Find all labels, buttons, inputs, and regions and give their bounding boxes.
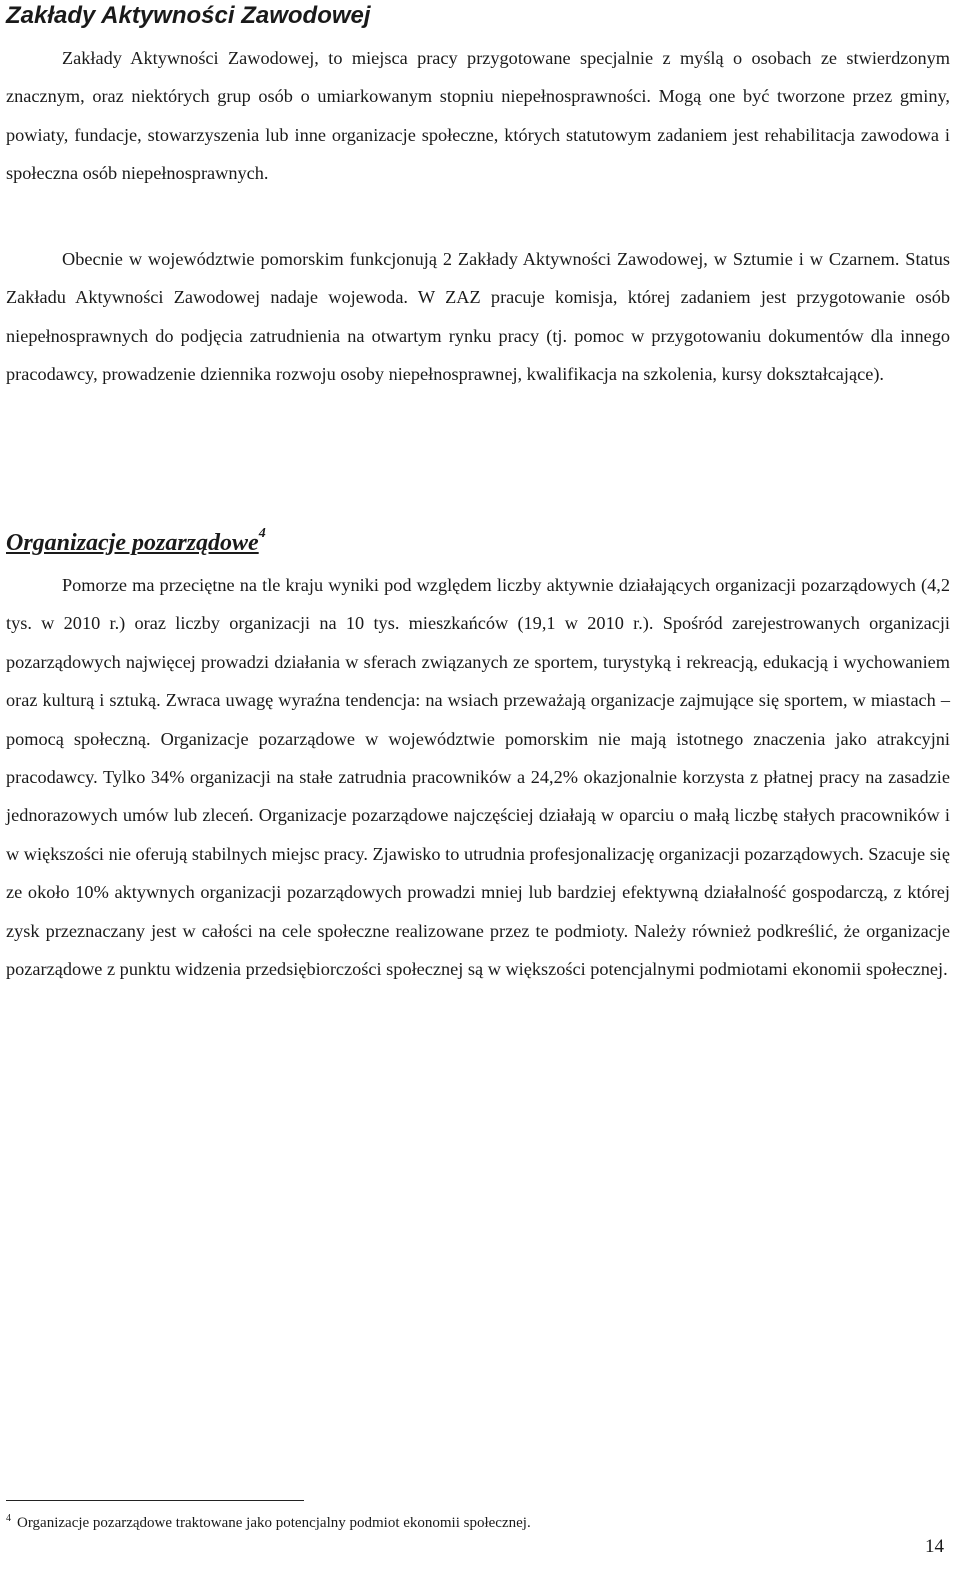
section-title-zaz: Zakłady Aktywności Zawodowej (6, 2, 371, 29)
footnote-text: Organizacje pozarządowe traktowane jako potencjalny podmiot ekonomii społecznej. (17, 1515, 531, 1531)
section-title-ngo-text: Organizacje pozarządowe (6, 530, 259, 556)
section-title-ngo (6, 526, 266, 557)
footnote-reference[interactable]: 4 (258, 526, 266, 541)
page-number: 14 (925, 1536, 944, 1557)
paragraph-zaz-definition: Zakłady Aktywności Zawodowej, to miejsca pracy przygotowane specjalnie z myślą o osobach ze stwierdzonym znacznym, oraz niektórych grup osób o umiarkowanym stopniu niepełnosprawności. Mogą one być tworzone przez gminy, powiaty, fundacje, stowarzyszenia lub inne organizacje społeczne, których statutowym zadaniem jest rehabilitacja zawodowa i społeczna osób niepełnosprawnych. (6, 48, 950, 184)
footnote-separator (6, 1500, 304, 1501)
paragraph-zaz-pomorskie: Obecnie w województwie pomorskim funkcjonują 2 Zakłady Aktywności Zawodowej, w Sztumie i w Czarnem. Status Zakładu Aktywności Zawodowej nadaje wojewoda. W ZAZ pracuje komisja, której zadaniem jest przygotowanie osób niepełnosprawnych do podjęcia zatrudnienia na otwartym rynku pracy (tj. pomoc w przygotowaniu dokumentów dla innego pracodawcy, prowadzenie dziennika rozwoju osoby niepełnosprawnej, kwalifikacja na szkolenia, kursy dokształcające). (6, 249, 950, 385)
footnote-number: 4 (6, 1513, 11, 1524)
footnote (6, 1512, 531, 1534)
paragraph-ngo: Pomorze ma przeciętne na tle kraju wyniki pod względem liczby aktywnie działających organizacji pozarządowych (4,2 tys. w 2010 r.) oraz liczby organizacji na 10 tys. mieszkańców (19,1 w 2010 r.). Spośród zarejestrowanych organizacji pozarządowych najwięcej prowadzi działania w sferach związanych ze sportem, turystyką i rekreacją, edukacją i wychowaniem oraz kulturą i sztuką. Zwraca uwagę wyraźna tendencja: na wsiach przeważają organizacje zajmujące się sportem, w miastach – pomocą społeczną. Organizacje pozarządowe w województwie pomorskim nie mają istotnego znaczenia jako atrakcyjni pracodawcy. Tylko 34% organizacji na stałe zatrudnia pracowników a 24,2% okazjonalnie korzysta z płatnej pracy na zasadzie jednorazowych umów lub zleceń. Organizacje pozarządowe najczęściej działają w oparciu o małą liczbę stałych pracowników i w większości nie oferują stabilnych miejsc pracy. Zjawisko to utrudnia profesjonalizację organizacji pozarządowych. Szacuje się ze około 10% aktywnych organizacji pozarządowych prowadzi mniej lub bardziej efektywną działalność gospodarczą, z której zysk przeznaczany jest w całości na cele społeczne realizowane przez te podmioty. Należy również podkreślić, że organizacje pozarządowe z punktu widzenia przedsiębiorczości społecznej są w większości potencjalnymi podmiotami ekonomii społecznej. (6, 575, 950, 980)
